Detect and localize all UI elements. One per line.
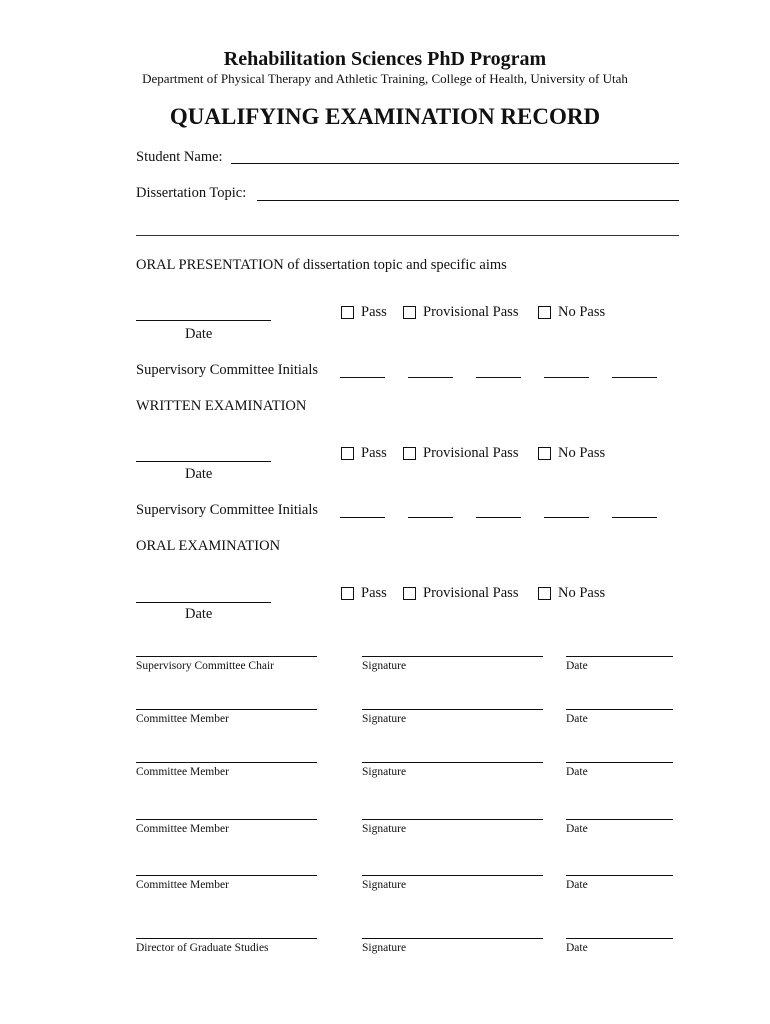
date-field[interactable] bbox=[136, 461, 271, 462]
signature-role-label: Director of Graduate Studies bbox=[136, 942, 269, 954]
initials-field[interactable] bbox=[340, 377, 385, 378]
initials-field[interactable] bbox=[340, 517, 385, 518]
checkbox-icon[interactable] bbox=[341, 587, 354, 600]
signature-label: Signature bbox=[362, 942, 407, 954]
initials-field[interactable] bbox=[612, 377, 657, 378]
signature-date-line[interactable] bbox=[566, 938, 673, 939]
checkbox-icon[interactable] bbox=[538, 587, 551, 600]
role-line[interactable] bbox=[136, 875, 317, 876]
dissertation-topic-label: Dissertation Topic: bbox=[136, 185, 247, 201]
student-name-label: Student Name: bbox=[136, 149, 223, 165]
checkbox-icon[interactable] bbox=[538, 306, 551, 319]
dissertation-topic-field[interactable] bbox=[257, 200, 679, 201]
checkbox-icon[interactable] bbox=[403, 447, 416, 460]
signature-date-label: Date bbox=[566, 766, 588, 778]
department-subtitle: Department of Physical Therapy and Athletic Training, College of Health, University of Utah bbox=[142, 71, 628, 86]
provisional-pass-option[interactable]: Provisional Pass bbox=[403, 304, 518, 321]
signature-line[interactable] bbox=[362, 762, 543, 763]
record-title: QUALIFYING EXAMINATION RECORD bbox=[169, 104, 601, 129]
date-label: Date bbox=[185, 466, 213, 482]
role-line[interactable] bbox=[136, 762, 317, 763]
signature-role-label: Committee Member bbox=[136, 823, 229, 835]
role-line[interactable] bbox=[136, 938, 317, 939]
initials-field[interactable] bbox=[476, 517, 521, 518]
signature-line[interactable] bbox=[362, 656, 543, 657]
section-title-written-examination: WRITTEN EXAMINATION bbox=[136, 398, 307, 414]
signature-line[interactable] bbox=[362, 819, 543, 820]
checkbox-icon[interactable] bbox=[403, 306, 416, 319]
signature-date-label: Date bbox=[566, 660, 588, 672]
no-pass-option[interactable]: No Pass bbox=[538, 304, 605, 321]
initials-field[interactable] bbox=[612, 517, 657, 518]
date-field[interactable] bbox=[136, 602, 271, 603]
initials-field[interactable] bbox=[476, 377, 521, 378]
checkbox-icon[interactable] bbox=[341, 306, 354, 319]
role-line[interactable] bbox=[136, 656, 317, 657]
signature-line[interactable] bbox=[362, 938, 543, 939]
provisional-pass-option[interactable]: Provisional Pass bbox=[403, 585, 518, 602]
role-line[interactable] bbox=[136, 709, 317, 710]
initials-field[interactable] bbox=[408, 377, 453, 378]
signature-label: Signature bbox=[362, 766, 407, 778]
initials-label: Supervisory Committee Initials bbox=[136, 362, 319, 378]
signature-date-label: Date bbox=[566, 942, 588, 954]
signature-role-label: Committee Member bbox=[136, 766, 229, 778]
pass-option[interactable]: Pass bbox=[341, 585, 387, 602]
checkbox-icon[interactable] bbox=[341, 447, 354, 460]
initials-field[interactable] bbox=[544, 377, 589, 378]
signature-label: Signature bbox=[362, 713, 407, 725]
signature-role-label: Committee Member bbox=[136, 713, 229, 725]
section-title-oral-presentation: ORAL PRESENTATION of dissertation topic and specific aims bbox=[136, 257, 507, 273]
dissertation-topic-field-line-2[interactable] bbox=[136, 235, 679, 236]
date-label: Date bbox=[185, 326, 213, 342]
initials-label: Supervisory Committee Initials bbox=[136, 502, 319, 518]
signature-label: Signature bbox=[362, 879, 407, 891]
role-line[interactable] bbox=[136, 819, 317, 820]
provisional-pass-option[interactable]: Provisional Pass bbox=[403, 445, 518, 462]
student-name-field[interactable] bbox=[231, 163, 679, 164]
signature-line[interactable] bbox=[362, 709, 543, 710]
initials-field[interactable] bbox=[544, 517, 589, 518]
initials-field[interactable] bbox=[408, 517, 453, 518]
no-pass-option[interactable]: No Pass bbox=[538, 445, 605, 462]
signature-date-label: Date bbox=[566, 713, 588, 725]
section-title-oral-examination: ORAL EXAMINATION bbox=[136, 538, 281, 554]
program-title: Rehabilitation Sciences PhD Program bbox=[223, 48, 547, 70]
pass-option[interactable]: Pass bbox=[341, 304, 387, 321]
signature-label: Signature bbox=[362, 823, 407, 835]
signature-date-line[interactable] bbox=[566, 819, 673, 820]
pass-option[interactable]: Pass bbox=[341, 445, 387, 462]
signature-role-label: Committee Member bbox=[136, 879, 229, 891]
signature-label: Signature bbox=[362, 660, 407, 672]
no-pass-option[interactable]: No Pass bbox=[538, 585, 605, 602]
checkbox-icon[interactable] bbox=[403, 587, 416, 600]
date-label: Date bbox=[185, 606, 213, 622]
date-field[interactable] bbox=[136, 320, 271, 321]
signature-date-line[interactable] bbox=[566, 709, 673, 710]
signature-role-label: Supervisory Committee Chair bbox=[136, 660, 274, 672]
signature-date-line[interactable] bbox=[566, 762, 673, 763]
signature-line[interactable] bbox=[362, 875, 543, 876]
signature-date-line[interactable] bbox=[566, 875, 673, 876]
signature-date-line[interactable] bbox=[566, 656, 673, 657]
signature-date-label: Date bbox=[566, 879, 588, 891]
checkbox-icon[interactable] bbox=[538, 447, 551, 460]
signature-date-label: Date bbox=[566, 823, 588, 835]
